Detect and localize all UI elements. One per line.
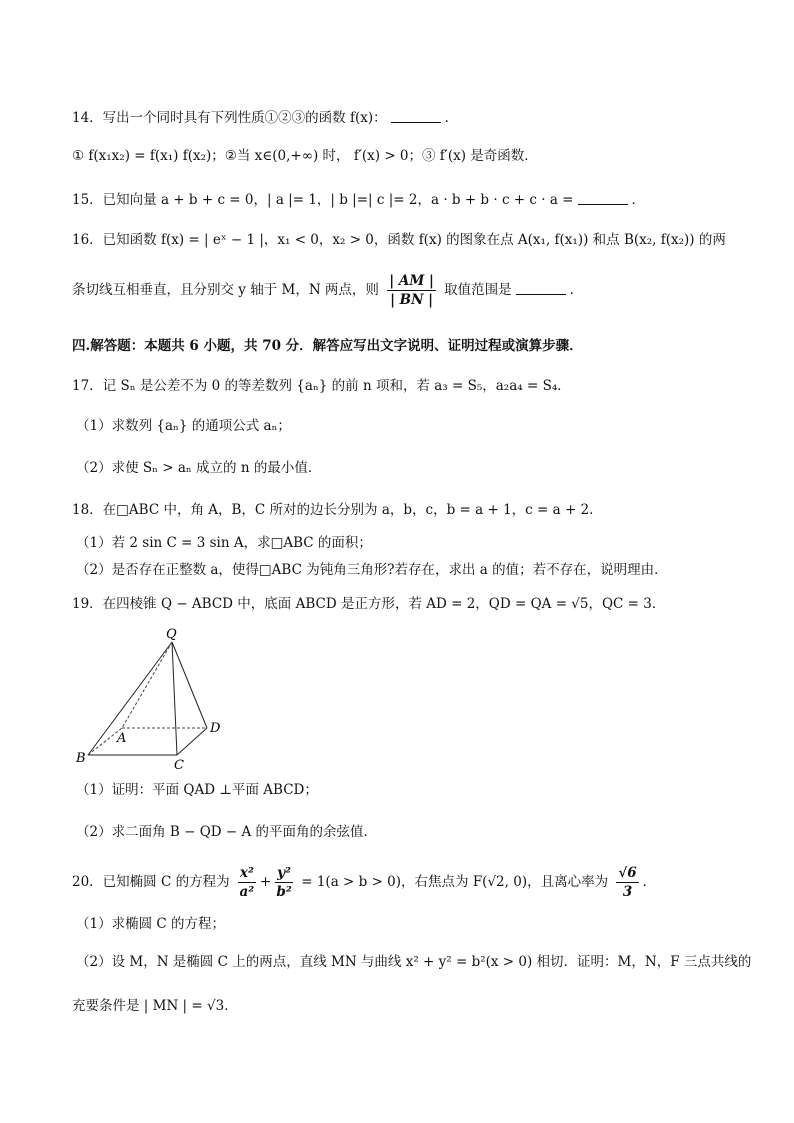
q20-part1: （1）求椭圆 C 的方程；	[76, 916, 226, 932]
q16-line2: 条切线互相垂直，且分别交 y 轴于 M，N 两点，则 $\frac{| AM |}{| BN |}$ 取值范围是 ．	[72, 273, 584, 308]
label-A: A	[117, 731, 127, 746]
q19-part2: （2）求二面角 B − QD − A 的平面角的余弦值．	[76, 824, 378, 840]
pyramid-figure	[72, 622, 232, 772]
q20-part2: （2）设 M，N 是椭圆 C 上的两点，直线 MN 与曲线 x² + y² = b²(x > 0) 相切．证明：M，N，F 三点共线的	[76, 954, 752, 970]
label-D: D	[210, 721, 221, 736]
q19-stem: 19．在四棱锥 Q − ABCD 中，底面 ABCD 是正方形，若 AD = 2，QD = QA = √5，QC = 3．	[72, 596, 666, 612]
label-C: C	[174, 758, 184, 772]
label-B: B	[76, 751, 86, 766]
edge-QB	[88, 642, 172, 755]
edge-CD	[177, 728, 207, 755]
q14-properties: ① f(x₁x₂) = f(x₁) f(x₂)；②当 x∈(0,+∞) 时， f′(x) > 0；③ f′(x) 是奇函数．	[72, 148, 538, 164]
edge-QC	[172, 642, 177, 755]
pyramid-diagram	[72, 622, 232, 772]
q18-part2: （2）是否存在正整数 a，使得□ABC 为钝角三角形?若存在，求出 a 的值；若不存在，说明理由．	[76, 562, 668, 578]
q20-stem: 20．已知椭圆 C 的方程为 $\frac{\text{x²}}{\text{a²}}$ + $\frac{\text{y²}}{\text{b²}}$ = 1(a > b > 0)，右焦点为 F(√2, 0)，且离心率为 $\frac{√6}{3}$ ．	[72, 865, 657, 900]
q18-stem: 18．在□ABC 中，角 A，B，C 所对的边长分别为 a，b，c，b = a + 1，c = a + 2．	[72, 502, 603, 518]
edge-QA	[122, 642, 172, 728]
q17-stem: 17．记 Sₙ 是公差不为 0 的等差数列 {aₙ} 的前 n 项和，若 a₃ = S₅，a₂a₄ = S₄．	[72, 378, 571, 394]
q17-part2: （2）求使 Sₙ > aₙ 成立的 n 的最小值．	[76, 460, 322, 476]
q17-part1: （1）求数列 {aₙ} 的通项公式 aₙ；	[76, 418, 291, 434]
label-Q: Q	[166, 627, 177, 642]
answer-blank	[391, 110, 441, 123]
edge-QD	[172, 642, 207, 728]
answer-blank	[578, 192, 628, 205]
eccentricity-fraction: $\frac{√6}{3}$	[618, 865, 637, 900]
q15-stem: 15．已知向量 a + b + c = 0，| a |= 1，| b |=| c |= 2，a · b + b · c + c · a = ．	[72, 192, 645, 208]
ellipse-y-term: $\frac{\text{y²}}{\text{b²}}$	[276, 865, 292, 900]
q14-stem: 14．写出一个同时具有下列性质①②③的函数 f(x)： ．	[72, 110, 459, 126]
q16-fraction: $\frac{| AM |}{| BN |}$	[389, 273, 434, 308]
q20-part2-cont: 充要条件是 | MN | = √3．	[72, 998, 238, 1014]
q16-line1: 16．已知函数 f(x) = | eˣ − 1 |，x₁ < 0，x₂ > 0，函数 f(x) 的图象在点 A(x₁, f(x₁)) 和点 B(x₂, f(x₂)) 的两	[72, 232, 726, 248]
q18-part1: （1）若 2 sin C = 3 sin A，求□ABC 的面积；	[76, 535, 372, 551]
ellipse-x-term: $\frac{\text{x²}}{\text{a²}}$	[239, 865, 255, 900]
answer-blank	[516, 282, 566, 295]
section-heading: 四.解答题：本题共 6 小题，共 70 分．解答应写出文字说明、证明过程或演算步骤．	[72, 338, 583, 354]
q19-part1: （1）证明：平面 QAD ⊥平面 ABCD；	[76, 782, 318, 798]
